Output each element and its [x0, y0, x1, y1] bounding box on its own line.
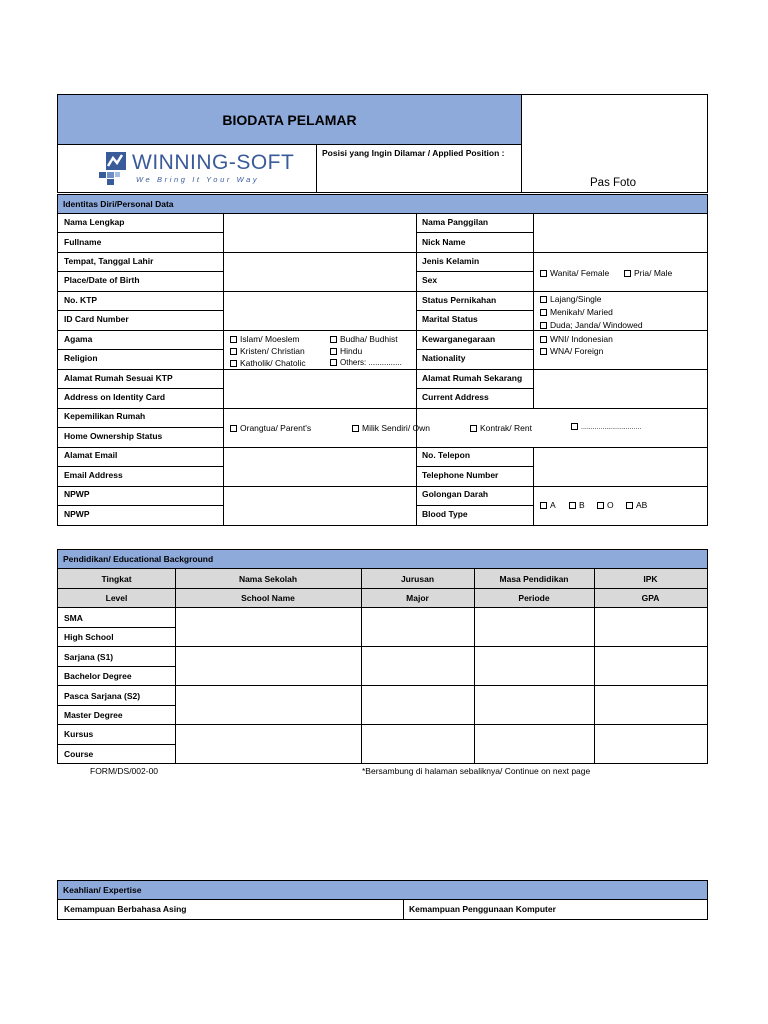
label-marital: Marital Status [422, 314, 478, 324]
label-no-telepon: No. Telepon [422, 450, 471, 460]
religion-option-kristen[interactable]: Kristen/ Christian [230, 346, 305, 356]
page-title: BIODATA PELAMAR [222, 111, 357, 128]
level-pasca-sarjana: Pasca Sarjana (S2) [64, 691, 141, 701]
ownership-option-rent[interactable]: Kontrak/ Rent [470, 423, 532, 433]
col-gpa: GPA [641, 593, 660, 603]
label-nationality: Nationality [422, 353, 466, 363]
col-tingkat: Tingkat [101, 573, 132, 584]
photo-label: Pas Foto [590, 177, 637, 189]
label-status-nikah: Status Pernikahan [422, 295, 497, 305]
checkbox-icon[interactable] [330, 336, 337, 343]
label-jenis-kelamin: Jenis Kelamin [422, 256, 480, 266]
label-email: Email Address [64, 470, 123, 480]
personal-section-header [58, 195, 707, 213]
label-golongan-darah: Golongan Darah [422, 489, 489, 499]
checkbox-icon[interactable] [540, 270, 547, 277]
col-major: Major [406, 593, 429, 603]
title-banner [58, 95, 521, 144]
label-fullname: Fullname [64, 237, 102, 247]
label-kepemilikan: Kepemilikan Rumah [64, 411, 146, 421]
col-nama-sekolah: Nama Sekolah [238, 573, 298, 584]
foreign-language-label: Kemampuan Berbahasa Asing [64, 904, 187, 914]
expertise-section-header [58, 881, 707, 899]
label-sex: Sex [422, 275, 438, 285]
company-logo [96, 150, 296, 188]
religion-option-islam[interactable]: Islam/ Moeslem [230, 334, 300, 344]
label-agama: Agama [64, 334, 93, 344]
checkbox-icon[interactable] [569, 502, 576, 509]
col-school-name: School Name [241, 593, 295, 603]
label-tempat-lahir: Tempat, Tanggal Lahir [64, 256, 154, 266]
label-blood-type: Blood Type [422, 509, 468, 519]
marital-option-widowed[interactable]: Duda; Janda/ Windowed [540, 320, 643, 330]
col-periode: Periode [518, 593, 550, 603]
label-nick-name: Nick Name [422, 237, 466, 247]
checkbox-icon[interactable] [230, 336, 237, 343]
checkbox-icon[interactable] [626, 502, 633, 509]
checkbox-icon[interactable] [330, 348, 337, 355]
label-id-card: ID Card Number [64, 314, 129, 324]
religion-option-budha[interactable]: Budha/ Budhist [330, 334, 398, 344]
sex-option-male[interactable]: Pria/ Male [624, 268, 672, 278]
continue-note: *Bersambung di halaman sebaliknya/ Continue on next page [362, 766, 591, 776]
checkbox-icon[interactable] [230, 348, 237, 355]
checkbox-icon[interactable] [540, 296, 547, 303]
marital-option-married[interactable]: Menikah/ Maried [540, 307, 613, 317]
logo-mark-icon [96, 150, 132, 186]
level-high-school: High School [64, 632, 114, 642]
sex-option-female[interactable]: Wanita/ Female [540, 268, 609, 278]
label-current-address: Current Address [422, 392, 489, 402]
label-nama-lengkap: Nama Lengkap [64, 217, 125, 227]
checkbox-icon[interactable] [230, 425, 237, 432]
religion-option-others[interactable]: Others: ............... [330, 358, 402, 367]
level-master: Master Degree [64, 710, 123, 720]
label-alamat-email: Alamat Email [64, 450, 118, 460]
checkbox-icon[interactable] [540, 502, 547, 509]
ownership-option-parent[interactable]: Orangtua/ Parent's [230, 423, 311, 433]
label-npwp-1: NPWP [64, 489, 90, 499]
label-npwp-2: NPWP [64, 509, 90, 519]
ownership-option-own[interactable]: Milik Sendiri/ Own [352, 423, 430, 433]
form-code: FORM/DS/002-00 [90, 766, 159, 776]
marital-option-single[interactable]: Lajang/Single [540, 294, 602, 304]
blood-option-b[interactable]: B [569, 500, 585, 510]
blood-option-ab[interactable]: AB [626, 500, 647, 510]
computer-skill-label: Kemampuan Penggunaan Komputer [409, 904, 556, 914]
religion-option-katholik[interactable]: Katholik/ Chatolic [230, 358, 306, 368]
checkbox-icon[interactable] [540, 336, 547, 343]
applied-position-label: Posisi yang Ingin Dilamar / Applied Position : [322, 148, 505, 158]
col-ipk: IPK [643, 573, 658, 584]
label-address-id: Address on Identity Card [64, 392, 166, 402]
label-telephone: Telephone Number [422, 470, 499, 480]
education-section-title: Pendidikan/ Educational Background [63, 554, 214, 564]
label-nama-panggilan: Nama Panggilan [422, 217, 489, 227]
personal-section-title: Identitas Diri/Personal Data [63, 199, 174, 209]
label-religion: Religion [64, 353, 98, 363]
expertise-section-title: Keahlian/ Expertise [63, 885, 142, 895]
education-section-header [58, 550, 707, 568]
label-no-ktp: No. KTP [64, 295, 98, 305]
level-sma: SMA [64, 613, 83, 623]
religion-option-hindu[interactable]: Hindu [330, 346, 362, 356]
checkbox-icon[interactable] [540, 348, 547, 355]
checkbox-icon[interactable] [540, 322, 547, 329]
level-kursus: Kursus [64, 729, 94, 739]
nationality-option-wni[interactable]: WNI/ Indonesian [540, 334, 613, 344]
checkbox-icon[interactable] [230, 360, 237, 367]
col-masa-pendidikan: Masa Pendidikan [499, 573, 569, 584]
blood-option-a[interactable]: A [540, 500, 556, 510]
label-ownership: Home Ownership Status [64, 431, 163, 441]
checkbox-icon[interactable] [352, 425, 359, 432]
level-sarjana: Sarjana (S1) [64, 652, 114, 662]
col-jurusan: Jurusan [400, 573, 435, 584]
label-alamat-sekarang: Alamat Rumah Sekarang [422, 373, 523, 383]
label-kewarganegaraan: Kewarganegaraan [422, 334, 496, 344]
checkbox-icon[interactable] [540, 309, 547, 316]
ownership-option-other[interactable]: ............................... [571, 423, 641, 431]
level-course: Course [64, 749, 94, 759]
checkbox-icon[interactable] [597, 502, 604, 509]
nationality-option-wna[interactable]: WNA/ Foreign [540, 346, 603, 356]
blood-option-o[interactable]: O [597, 500, 614, 510]
logo-name: WINNING-SOFT [132, 151, 295, 174]
checkbox-icon[interactable] [330, 359, 337, 366]
checkbox-icon[interactable] [624, 270, 631, 277]
logo-tagline: We Bring It Your Way [136, 175, 260, 184]
col-level: Level [105, 593, 128, 603]
level-bachelor: Bachelor Degree [64, 671, 132, 681]
checkbox-icon[interactable] [470, 425, 477, 432]
label-alamat-ktp: Alamat Rumah Sesuai KTP [64, 373, 173, 383]
checkbox-icon[interactable] [571, 423, 578, 430]
label-place-birth: Place/Date of Birth [64, 275, 140, 285]
